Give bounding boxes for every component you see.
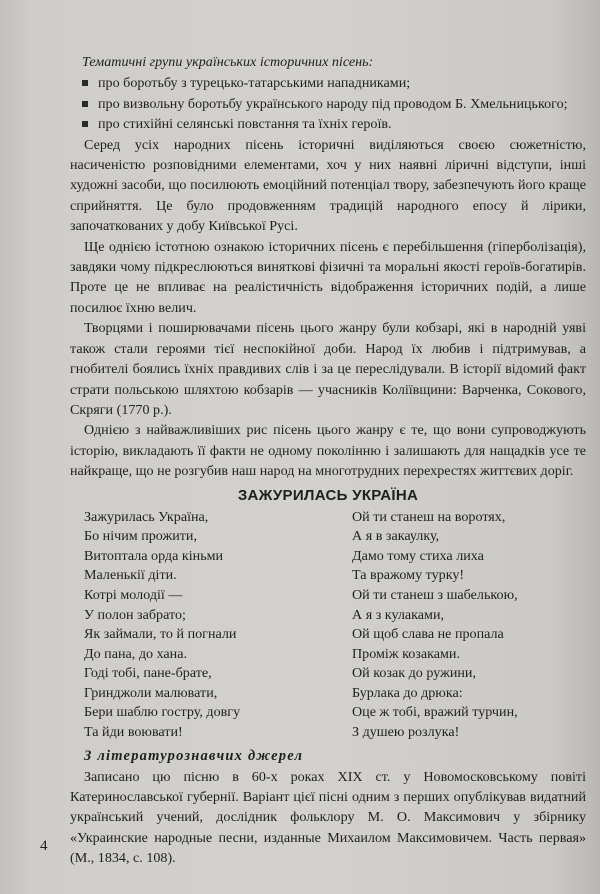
topic-item: про визвольну боротьбу українського народу під проводом Б. Хмельницького; — [70, 94, 586, 114]
paragraph: Творцями і поширювачами пісень цього жанру були кобзарі, які в народній уяві також стали героями тієї неспокійної доби. Народ їх любив і підтримував, а гнобителі боялись їхніх правдивих слів і за це переслідували. В історії відомий факт страти польською шляхтою кобзарів — учасників Коліївщини: Варченка, Сокового, Скряги (1770 р.). — [70, 320, 586, 418]
topic-item: про боротьбу з турецько-татарськими нападниками; — [70, 73, 586, 93]
square-bullet-icon — [82, 80, 88, 86]
poem-line: Бо нічим прожити, — [84, 528, 197, 545]
poem-line: Оце ж тобі, вражий турчин, — [352, 704, 518, 721]
poem — [70, 508, 586, 743]
poem-line: Витоптала орда кіньми — [84, 547, 224, 564]
poem-left-column — [70, 508, 328, 743]
topics-list — [70, 73, 586, 134]
poem-right-column — [328, 508, 586, 743]
poem-line: До пана, до хана. — [84, 645, 188, 662]
paragraph: Однією з найважливіших рис пісень цього жанру є те, що вони супроводжують історію, викладають її факти не одному поколінню і залишають для нащадків усе те найкраще, що не розгубив наш народ на многотрудних перехрестях життєвих доріг. — [70, 422, 586, 480]
poem-line: Годі тобі, пане-брате, — [84, 665, 212, 682]
poem-line: Гринджоли малювати, — [84, 684, 218, 701]
poem-line: Бери шаблю гостру, довгу — [84, 704, 241, 721]
paragraph: Серед усіх народних пісень історичні виділяються своєю сюжетністю, насиченістю розповідними елементами, хоч у них наявні ліричні відступи, інші художні засоби, що посилюють емоційний потенціал твору, забезпечують його краще сприйняття. Це було продовженням традицій народного епосу й лірики, започаткованих у добу Київської Русі. — [70, 136, 586, 235]
sources-paragraph: Записано цю пісню в 60-х роках XIX ст. у Новомосковському повіті Катеринославської губернії. Варіант цієї пісні одним з перших опублікував видатний український учений, дослідник фольклору М. О. Максимович у збірнику «Украинские народные песни, изданные Михаилом Максимовичем. Часть первая» (М., 1834, с. 108). — [70, 768, 586, 867]
poem-line: Проміж козаками. — [352, 645, 460, 662]
poem-line: Ой ти станеш на воротях, — [352, 508, 506, 525]
poem-line: Та йди воювати! — [84, 724, 183, 741]
page-text — [70, 52, 586, 869]
poem-line: Як займали, то й погнали — [84, 626, 237, 643]
poem-line: У полон забрато; — [84, 606, 186, 623]
poem-line: Котрі молодії — — [84, 586, 183, 603]
topic-item: про стихійні селянські повстання та їхніх героїв. — [70, 114, 586, 134]
poem-line: Ой козак до ружини, — [352, 665, 476, 682]
poem-line: Зажурилась Україна, — [84, 508, 209, 525]
poem-line: Бурлака до дрюка: — [352, 684, 463, 701]
poem-line: Ой ти станеш з шабелькою, — [352, 586, 518, 603]
sources-heading: З літературознавчих джерел — [84, 747, 304, 764]
paragraph: Ще однією істотною ознакою історичних пісень є перебільшення (гіперболізація), завдяки чому підкреслюються виняткові фізичні та моральні якості героїв-богатирів. Проте це не впливає на реалістичність відображення історичних подій, а лише посилює їхню велич. — [70, 238, 586, 316]
poem-title: ЗАЖУРИЛАСЬ УКРАЇНА — [237, 486, 419, 504]
poem-line: Маленькії діти. — [84, 567, 177, 584]
page-number: 4 — [40, 838, 48, 854]
poem-line: Дамо тому стиха лиха — [352, 547, 484, 564]
square-bullet-icon — [82, 101, 88, 107]
topics-title: Тематичні групи українських історичних пісень: — [82, 54, 374, 70]
poem-line: Ой щоб слава не пропала — [352, 626, 504, 643]
poem-line: А я в закаулку, — [352, 528, 440, 545]
poem-line: З душею розлука! — [352, 724, 460, 741]
poem-line: А я з кулаками, — [352, 606, 445, 623]
square-bullet-icon — [82, 121, 88, 127]
poem-line: Та вражому турку! — [352, 567, 465, 584]
